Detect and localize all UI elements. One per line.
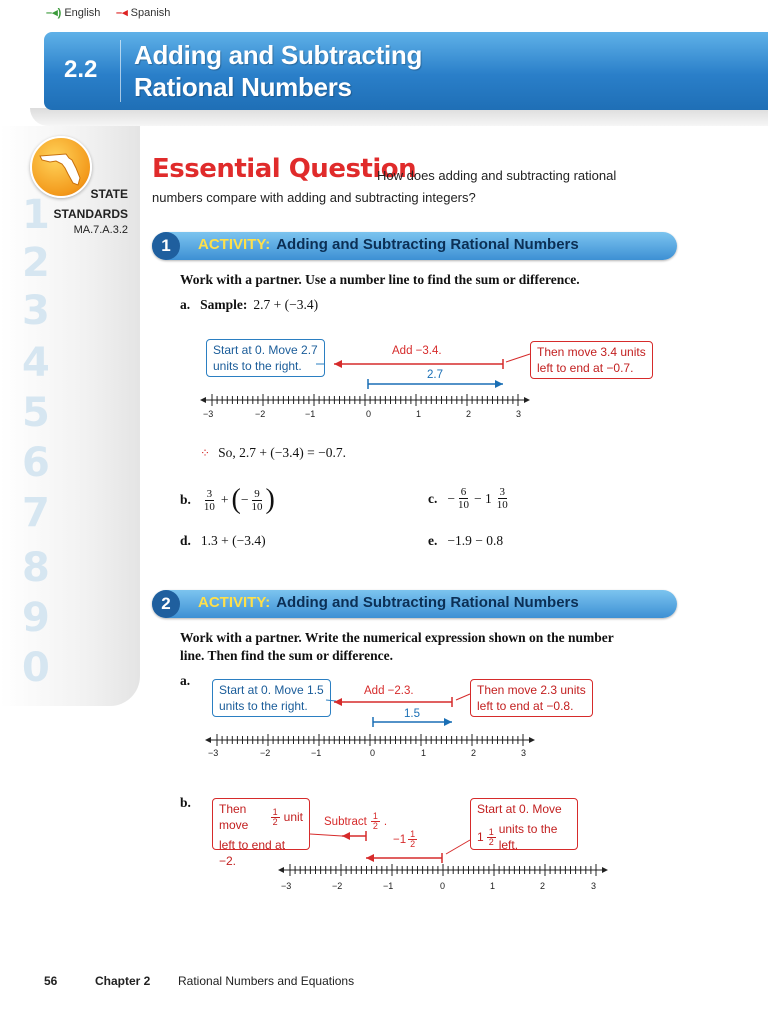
problem-1a (180, 297, 318, 313)
bg-digit: 5 (22, 390, 50, 436)
problem-expression: 1.3 + (−3.4) (200, 533, 266, 548)
problem-1b (180, 486, 275, 514)
axis-label: 1 (416, 409, 422, 419)
activity-title-text: Adding and Subtracting Rational Numbers (276, 236, 579, 253)
chapter-title: Rational Numbers and Equations (178, 974, 355, 988)
axis-arrow-right (524, 397, 530, 403)
essential-question-text-2: numbers compare with adding and subtracting integers? (152, 190, 476, 205)
axis-arrow-left (278, 867, 284, 873)
title-line-1: Adding and Subtracting (134, 40, 423, 70)
subtract-arrow (342, 831, 366, 841)
red-arrow (334, 697, 452, 707)
page-number: 56 (44, 974, 58, 988)
bg-digit: 6 (22, 440, 50, 486)
therefore-icon: ⁘ (200, 446, 211, 460)
instruction-line: Work with a partner. Write the numerical expression shown on the number (180, 630, 614, 645)
bg-digit: 4 (22, 340, 50, 386)
lang-english-label: English (64, 6, 101, 19)
callout-line: Then move $\frac{1}{2}$ unit (219, 802, 303, 832)
axis-arrow-left (200, 397, 206, 403)
lang-english-link[interactable] (46, 6, 100, 19)
axis-label: 1 (421, 748, 427, 758)
callout-line: Then move 3.4 units (537, 345, 646, 359)
activity-2-instruction (180, 629, 614, 665)
problem-letter: c. (428, 490, 438, 506)
activity-1-bar (152, 232, 677, 260)
state-standards-label (48, 184, 128, 224)
bg-digit: 1 (22, 192, 50, 238)
essential-question-heading: Essential Question (152, 154, 417, 184)
problem-2a-letter: a. (180, 673, 191, 688)
axis-label: 2 (540, 881, 546, 891)
subtract-label: Subtract $\frac{1}{2}$ . (324, 811, 388, 831)
audio-icon: –◂) (46, 7, 62, 19)
problem-2b-letter: b. (180, 795, 191, 810)
move-arrow-label: 2.7 (427, 369, 443, 381)
mixed-number-label: −1 $\frac{1}{2}$ (393, 829, 416, 849)
axis-label: 3 (521, 748, 527, 758)
activity-label: ACTIVITY: (198, 236, 271, 253)
paren: ( (231, 484, 241, 515)
result-line (200, 445, 346, 461)
activity-number: 2 (152, 590, 180, 618)
lang-spanish-link[interactable] (116, 6, 170, 19)
activity-label: ACTIVITY: (198, 594, 271, 611)
red-arrow (334, 359, 503, 369)
axis-label: −1 (305, 409, 316, 419)
problem-1d (180, 533, 266, 549)
problem-1e (428, 533, 503, 549)
number-line-2b (260, 800, 620, 890)
bg-digit: 2 (22, 240, 50, 286)
callout-line: units to the right. (213, 359, 302, 373)
callout-line: left to end at −0.7. (537, 361, 634, 375)
axis-arrow-right (529, 737, 535, 743)
bg-digit: 0 (22, 645, 50, 691)
pointer-line (446, 840, 470, 854)
title-line-2: Rational Numbers (134, 72, 352, 102)
fraction: $\frac{9}{10}$ (251, 487, 263, 513)
operator: − 1 (474, 490, 492, 506)
blue-arrow (373, 717, 452, 727)
add-arrow-label: Add −3.4. (392, 345, 442, 357)
callout-line: Start at 0. Move 1.5 (219, 683, 324, 697)
bg-digit: 3 (22, 288, 50, 334)
fraction: $\frac{3}{10}$ (203, 487, 215, 513)
axis-label: −1 (311, 748, 322, 758)
pointer-line (506, 354, 530, 362)
axis (278, 864, 608, 876)
blue-arrow (368, 379, 503, 389)
callout-line: left to end at −2. (219, 838, 286, 868)
instruction-line: line. Then find the sum or difference. (180, 648, 394, 663)
axis-label: −2 (332, 881, 343, 891)
axis-label: 2 (471, 748, 477, 758)
sample-label: Sample: (200, 297, 248, 312)
state-label: STATE (90, 187, 128, 201)
axis-label: −3 (203, 409, 214, 419)
move-arrow-label: 1.5 (404, 708, 420, 720)
problem-1c (428, 486, 511, 511)
axis (200, 394, 530, 406)
axis-label: −3 (208, 748, 219, 758)
pointer-line (310, 834, 342, 836)
axis (205, 734, 535, 746)
problem-expression: −1.9 − 0.8 (447, 533, 504, 548)
banner-divider (120, 40, 121, 102)
audio-icon: –◂ (116, 7, 128, 19)
bg-digit: 7 (22, 490, 50, 536)
activity-number: 1 (152, 232, 180, 260)
operator: + (220, 492, 229, 507)
activity-2-bar (152, 590, 677, 618)
problem-letter: b. (180, 492, 191, 507)
section-title (134, 39, 422, 103)
callout-line: left to end at −0.8. (477, 699, 574, 713)
move-left-arrow (366, 853, 442, 863)
axis-label: 0 (366, 409, 372, 419)
callout-line: Start at 0. Move 2.7 (213, 343, 318, 357)
activity-title (198, 594, 579, 611)
problem-expression: 2.7 + (−3.4) (253, 297, 319, 312)
axis-label: 1 (490, 881, 496, 891)
fraction: $\frac{3}{10}$ (496, 486, 508, 511)
activity-1-instruction: Work with a partner. Use a number line to find the sum or difference. (180, 272, 580, 287)
pointer-line (326, 700, 336, 701)
axis-arrow-right (602, 867, 608, 873)
number-line-2a (190, 670, 550, 750)
axis-label: −2 (260, 748, 271, 758)
chapter-label: Chapter 2 (95, 974, 151, 988)
standards-label: STANDARDS (53, 207, 128, 221)
axis-label: 3 (516, 409, 522, 419)
axis-label: −1 (383, 881, 394, 891)
section-number: 2.2 (64, 56, 98, 83)
activity-title (198, 236, 579, 253)
callout-line: Start at 0. Move (477, 802, 562, 816)
problem-letter: e. (428, 533, 438, 548)
callout-line: Then move 2.3 units (477, 683, 586, 697)
number-line-1 (190, 330, 550, 410)
axis-arrow-left (205, 737, 211, 743)
axis-label: −3 (281, 881, 292, 891)
neg-sign: − (240, 492, 249, 507)
problem-letter: d. (180, 533, 191, 548)
result-text: So, 2.7 + (−3.4) = −0.7. (218, 445, 347, 460)
lang-spanish-label: Spanish (130, 6, 171, 19)
problem-letter: a. (180, 297, 191, 312)
callout-line: 1 $\frac{1}{2}$ units to the left. (477, 822, 558, 852)
bg-digit: 9 (22, 595, 50, 641)
paren: ) (265, 484, 275, 515)
bg-digit: 8 (22, 545, 50, 591)
fraction: $\frac{6}{10}$ (458, 486, 469, 511)
neg-sign: − (447, 490, 455, 506)
add-arrow-label: Add −2.3. (364, 685, 414, 697)
axis-label: 0 (440, 881, 446, 891)
banner-shadow (30, 108, 768, 126)
essential-question-text-1: How does adding and subtracting rational (377, 168, 617, 183)
axis-label: 2 (466, 409, 472, 419)
axis-label: 0 (370, 748, 376, 758)
callout-line: units to the right. (219, 699, 308, 713)
axis-label: 3 (591, 881, 597, 891)
activity-title-text: Adding and Subtracting Rational Numbers (276, 594, 579, 611)
standard-code: MA.7.A.3.2 (73, 224, 128, 236)
axis-label: −2 (255, 409, 266, 419)
pointer-line (456, 694, 470, 700)
